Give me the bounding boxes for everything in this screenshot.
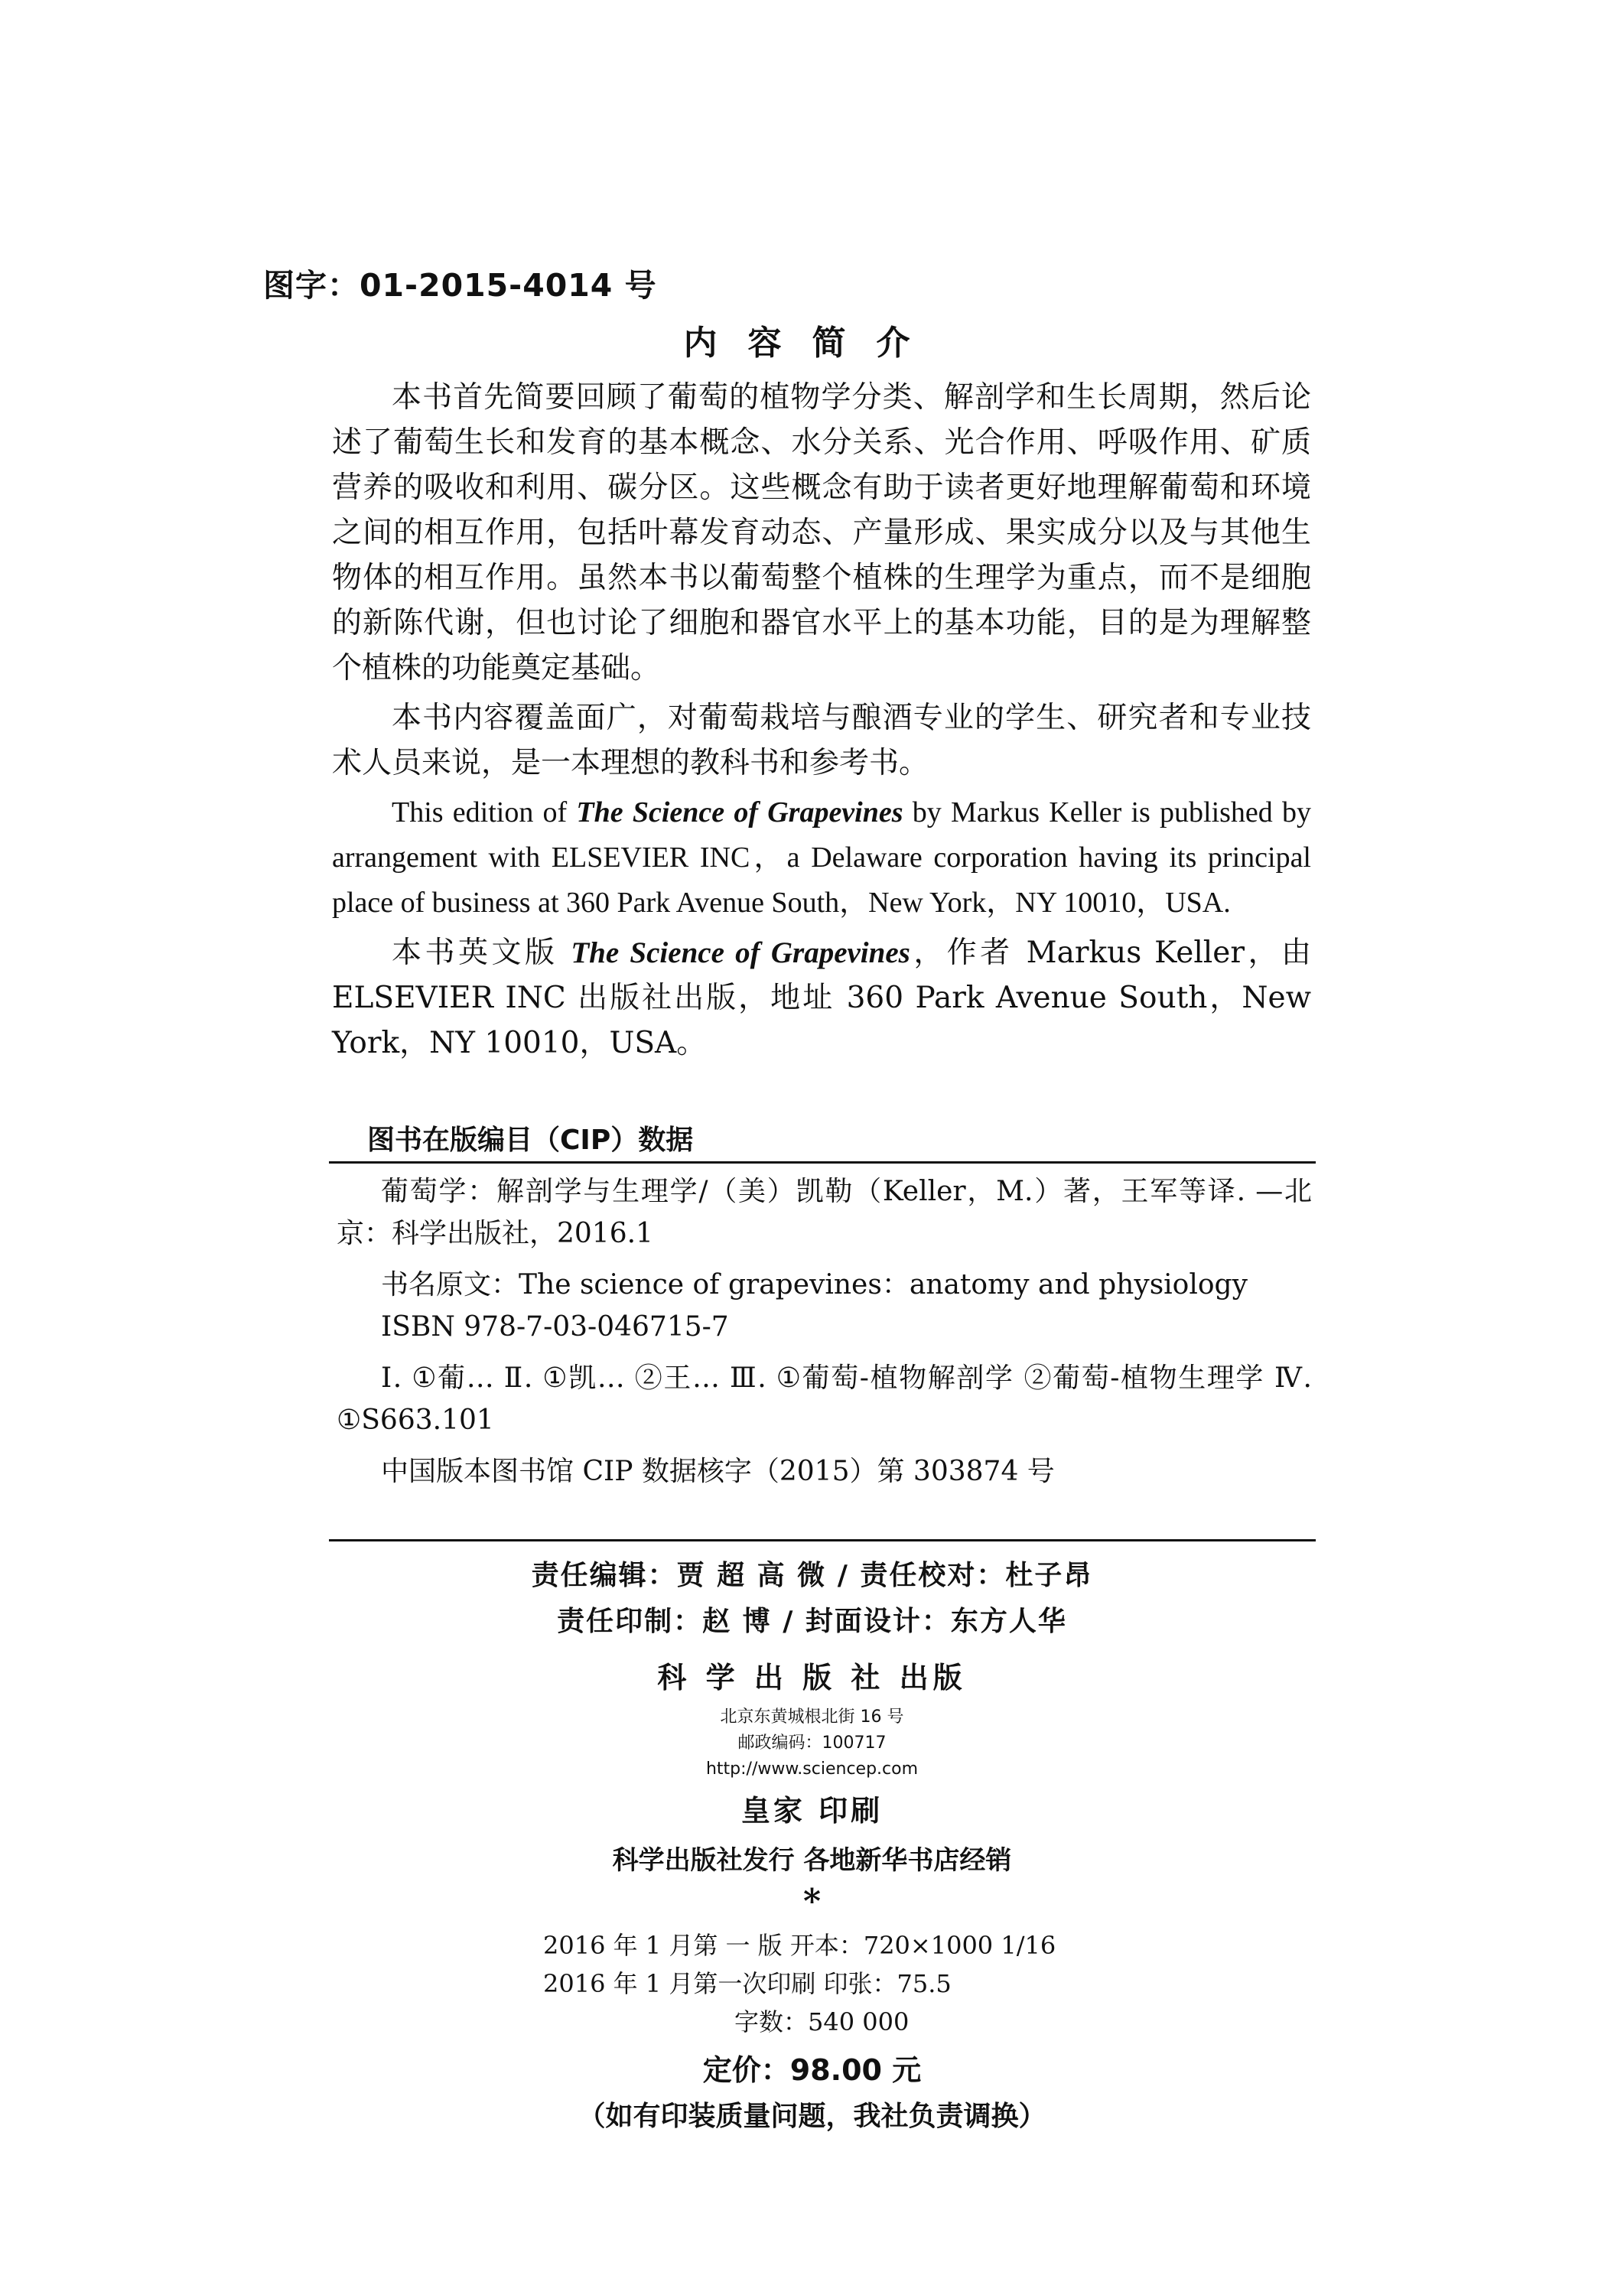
quality-note: （如有印装质量问题，我社负责调换）: [578, 2101, 1046, 2132]
cip-classification: Ⅰ. ①葡… Ⅱ. ①凯… ②王… Ⅲ. ①葡萄-植物解剖学 ②葡萄-植物生理学 Ⅳ. ①S663.101: [337, 1362, 1312, 1436]
cip-bottom-divider: [329, 1539, 1316, 1541]
cip-number: 中国版本图书馆 CIP 数据核字（2015）第 303874 号: [381, 1456, 1055, 1487]
printing-info: 2016 年 1 月第一次印刷 印张：75.5: [543, 1969, 952, 1998]
chinese-book-title: The Science of Grapevines: [571, 936, 910, 969]
english-rights-prefix: This edition of: [392, 796, 577, 828]
publisher-url: http://www.sciencep.com: [705, 1760, 919, 1779]
summary-body: [332, 375, 1311, 1066]
summary-title: 内容简介: [683, 324, 941, 363]
chinese-rights-prefix: 本书英文版: [392, 936, 571, 970]
editor-credits: 责任编辑：贾 超 高 微 / 责任校对：杜子昂: [531, 1560, 1093, 1591]
chinese-rights-statement: [332, 930, 1311, 1066]
cip-original-title: 书名原文：The science of grapevines：anatomy and physiology: [381, 1269, 1248, 1300]
distribution-line: 科学出版社发行 各地新华书店经销: [612, 1845, 1012, 1876]
printing-credits: 责任印制：赵 博 / 封面设计：东方人华: [557, 1606, 1067, 1637]
publisher-name: 科 学 出 版 社 出版: [657, 1661, 967, 1694]
word-count: 字数：540 000: [734, 2007, 910, 2036]
price: 定价：98.00 元: [702, 2053, 922, 2087]
publisher-postcode: 邮政编码：100717: [737, 1733, 887, 1753]
english-rights-suffix: by Markus Keller is published by arrangement with ELSEVIER INC，a Delaware corporation having its principal place of business at 360 Park Avenue South，New York，NY 10010，USA.: [332, 796, 1311, 919]
cip-entry: 葡萄学：解剖学与生理学/（美）凯勒（Keller，M.）著，王军等译. —北京：科学出版社，2016.1: [337, 1176, 1312, 1249]
edition-info: 2016 年 1 月第 一 版 开本：720×1000 1/16: [543, 1931, 1056, 1960]
publisher-address: 北京东黄城根北街 16 号: [720, 1707, 904, 1727]
separator-asterisk: *: [802, 1882, 821, 1921]
cip-heading: 图书在版编目（CIP）数据: [367, 1125, 694, 1156]
cip-isbn: ISBN 978-7-03-046715-7: [381, 1311, 729, 1343]
summary-paragraph-1: 本书首先简要回顾了葡萄的植物学分类、解剖学和生长周期，然后论述了葡萄生长和发育的基本概念、水分关系、光合作用、呼吸作用、矿质营养的吸收和利用、碳分区。这些概念有助于读者更好地理解葡萄和环境之间的相互作用，包括叶幕发育动态、产量形成、果实成分以及与其他生物体的相互作用。虽然本书以葡萄整个植株的生理学为重点，而不是细胞的新陈代谢，但也讨论了细胞和器官水平上的基本功能，目的是为理解整个植株的功能奠定基础。: [332, 380, 1311, 685]
copyright-registration: 图字：01-2015-4014 号: [263, 267, 657, 304]
chinese-rights-suffix: ，作者 Markus Keller，由 ELSEVIER INC 出版社出版，地址 360 Park Avenue South，New York，NY 10010，USA。: [332, 936, 1311, 1060]
cip-top-divider: [329, 1161, 1316, 1164]
english-rights-statement: [332, 790, 1311, 926]
english-book-title: The Science of Grapevines: [576, 796, 903, 828]
summary-paragraph-2: 本书内容覆盖面广，对葡萄栽培与酿酒专业的学生、研究者和专业技术人员来说，是一本理想的教科书和参考书。: [332, 701, 1311, 780]
printer-name: 皇家 印刷: [740, 1794, 884, 1828]
cip-block: [337, 1170, 1312, 1493]
